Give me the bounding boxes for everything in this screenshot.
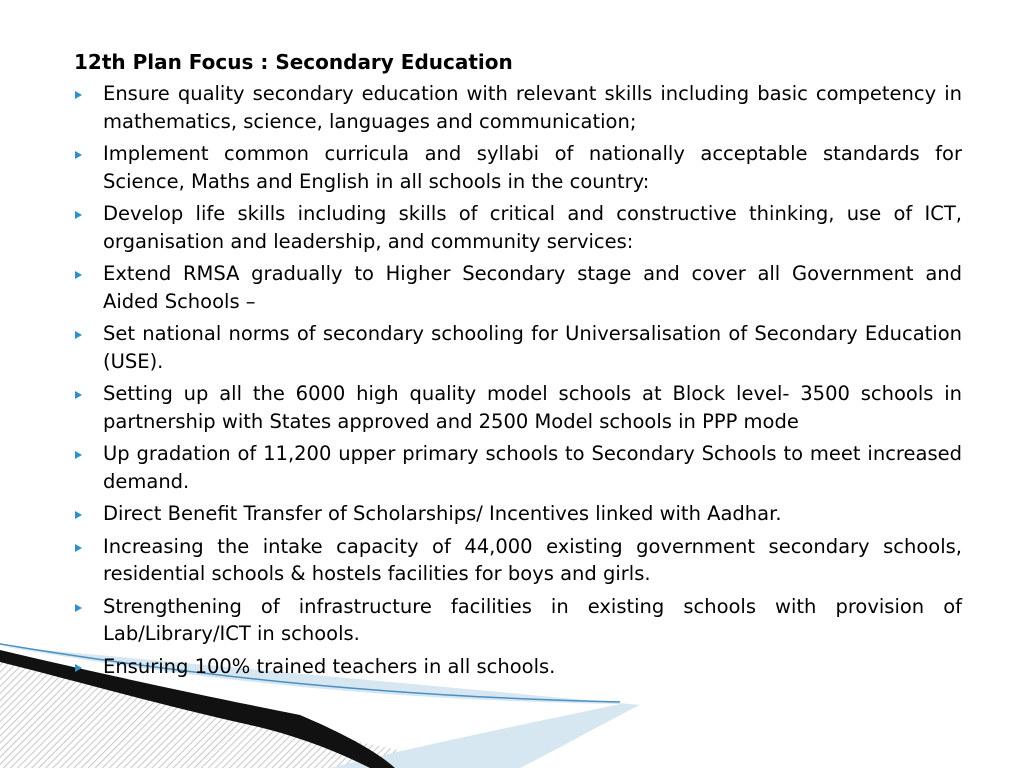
bullet-text: Strengthening of infrastructure facilities in existing schools with provision of Lab/Library/ICT in schools. [103, 594, 962, 645]
bullet-arrow-icon [75, 511, 82, 519]
bullet-item [74, 653, 962, 681]
bullet-arrow-icon [75, 331, 82, 339]
bullet-text: Extend RMSA gradually to Higher Secondary stage and cover all Government and Aided Schools – [103, 262, 962, 313]
bullet-text: Ensure quality secondary education with relevant skills including basic competency in mathematics, science, languages and communication; [103, 82, 962, 133]
bullet-text: Ensuring 100% trained teachers in all schools. [103, 654, 556, 678]
bullet-item [74, 80, 962, 135]
bullet-arrow-icon [75, 91, 82, 99]
bullet-item [74, 140, 962, 195]
bullet-arrow-icon [75, 451, 82, 459]
bullet-text: Set national norms of secondary schooling for Universalisation of Secondary Education (USE). [103, 322, 962, 373]
bullet-item [74, 320, 962, 375]
bullet-text: Direct Benefit Transfer of Scholarships/ Incentives linked with Aadhar. [103, 502, 782, 525]
bullet-item [74, 260, 962, 315]
bullet-arrow-icon [75, 271, 82, 279]
bullet-text: Increasing the intake capacity of 44,000 existing government secondary schools, residential schools & hostels facilities for boys and girls. [103, 534, 962, 585]
bullet-item [74, 380, 962, 435]
bullet-arrow-icon [75, 151, 82, 159]
bullet-text: Develop life skills including skills of critical and constructive thinking, use of ICT, organisation and leadership, and community services: [103, 202, 962, 253]
bullet-arrow-icon [75, 604, 82, 612]
bullet-arrow-icon [75, 211, 82, 219]
bullet-item [74, 440, 962, 495]
slide-heading: 12th Plan Focus : Secondary Education [74, 50, 513, 74]
bullet-text: Implement common curricula and syllabi of nationally acceptable standards for Science, Maths and English in all schools in the country: [103, 142, 962, 193]
bullet-text: Setting up all the 6000 high quality model schools at Block level- 3500 schools in partnership with States approved and 2500 Model schools in PPP mode [103, 382, 962, 433]
bullet-item [74, 500, 962, 528]
bullet-text: Up gradation of 11,200 upper primary schools to Secondary Schools to meet increased demand. [103, 442, 962, 493]
bullet-item [74, 200, 962, 255]
bullet-arrow-icon [75, 544, 82, 552]
bullet-list [74, 80, 962, 680]
bullet-item [74, 593, 962, 648]
bullet-arrow-icon [75, 664, 82, 672]
bullet-item [74, 533, 962, 588]
slide-content [74, 48, 962, 685]
bullet-arrow-icon [75, 391, 82, 399]
